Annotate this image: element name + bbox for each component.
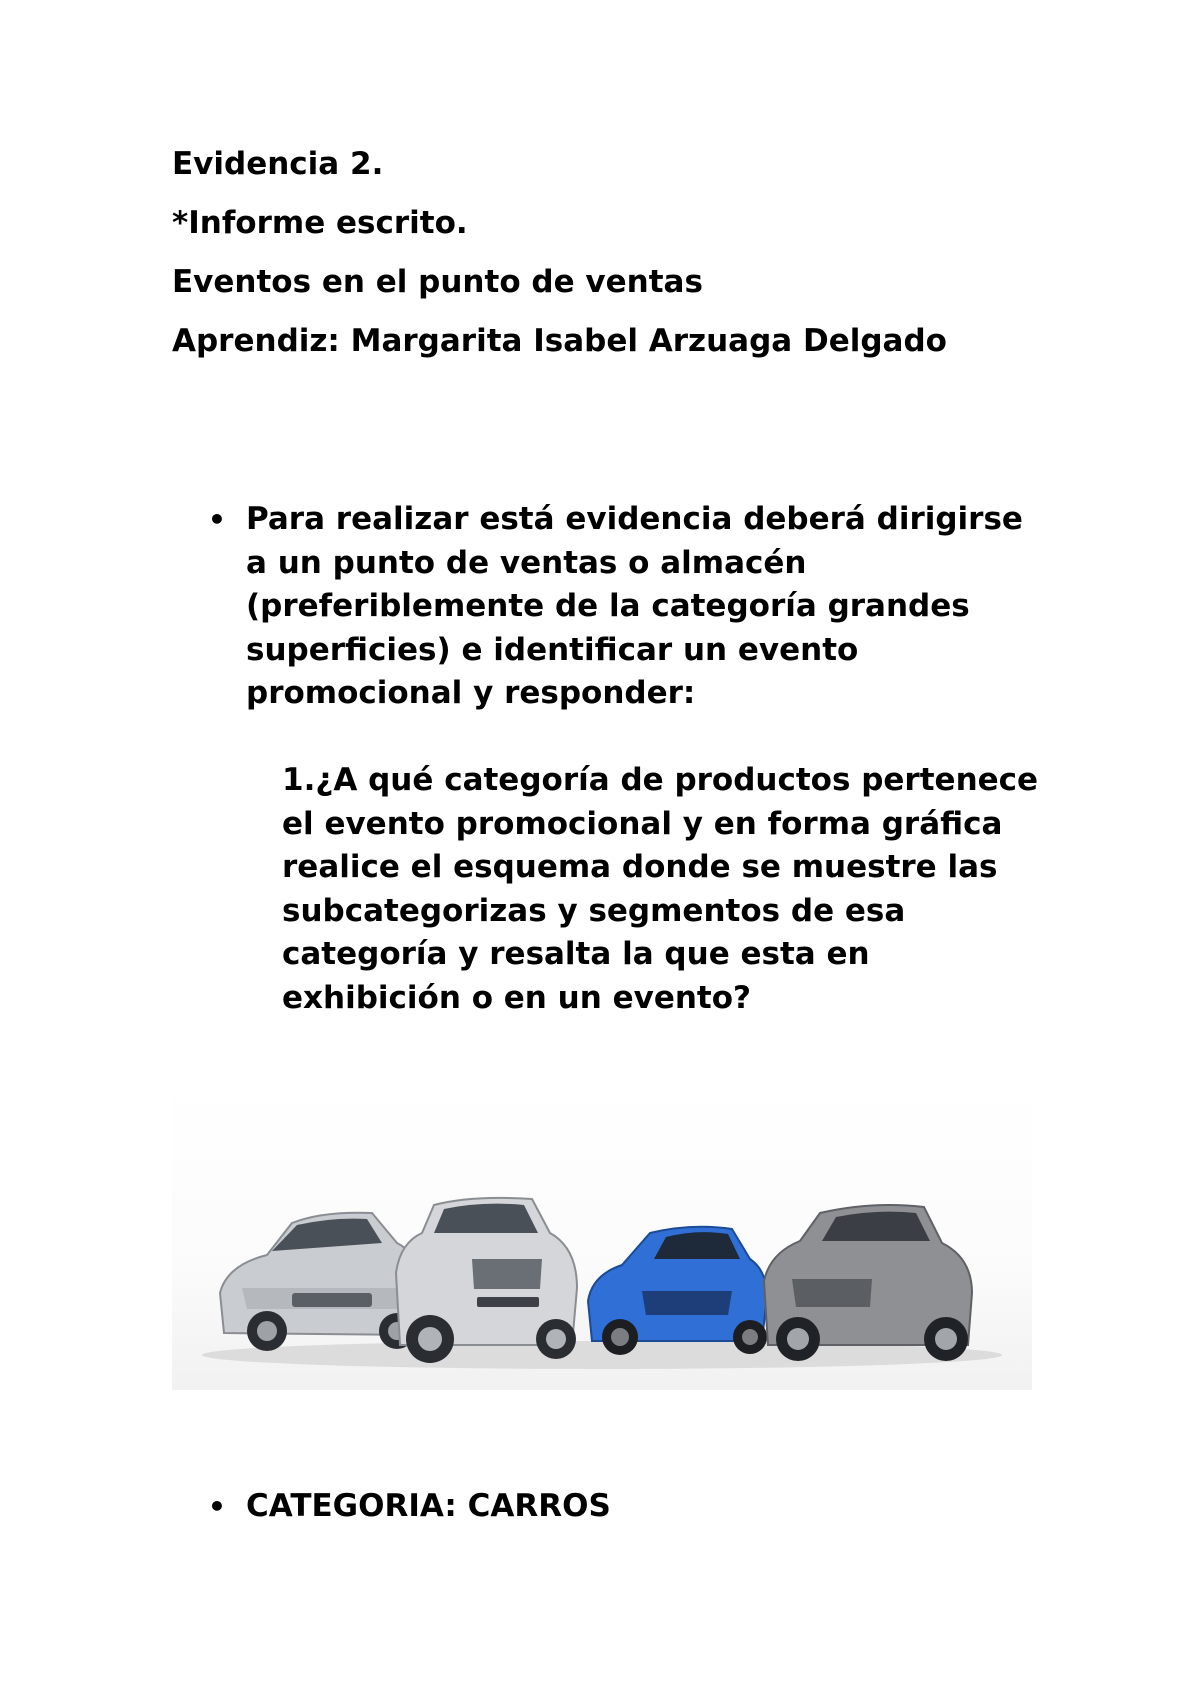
document-subtitle: *Informe escrito. bbox=[172, 205, 468, 241]
document-author: Aprendiz: Margarita Isabel Arzuaga Delgado bbox=[172, 323, 947, 359]
bullet-icon: • bbox=[208, 503, 226, 536]
cars-photo bbox=[172, 1083, 1032, 1390]
grey-suv bbox=[764, 1205, 972, 1361]
silver-sedan bbox=[220, 1213, 418, 1351]
cars-illustration bbox=[172, 1083, 1032, 1390]
question-1: 1.¿A qué categoría de productos pertenece el evento promocional y en forma gráfica realice el esquema donde se muestre las subcategorizas y segmentos de esa categoría y resalta la que esta en exhibición o en un evento? bbox=[282, 762, 1039, 1016]
document-title: Evidencia 2. bbox=[172, 146, 384, 182]
bullet-item-category bbox=[208, 1485, 1108, 1529]
category-label: CATEGORIA: CARROS bbox=[246, 1488, 611, 1524]
document-topic: Eventos en el punto de ventas bbox=[172, 264, 703, 300]
bullet-intro-text: Para realizar está evidencia deberá dirigirse a un punto de ventas o almacén (preferiblemente de la categoría grandes superficies) e identificar un evento promocional y responder: bbox=[246, 501, 1023, 711]
bullet-item-intro bbox=[208, 498, 1108, 716]
blue-sports-sedan bbox=[588, 1227, 767, 1355]
bullet-icon: • bbox=[208, 1490, 226, 1523]
white-suv bbox=[396, 1198, 577, 1363]
